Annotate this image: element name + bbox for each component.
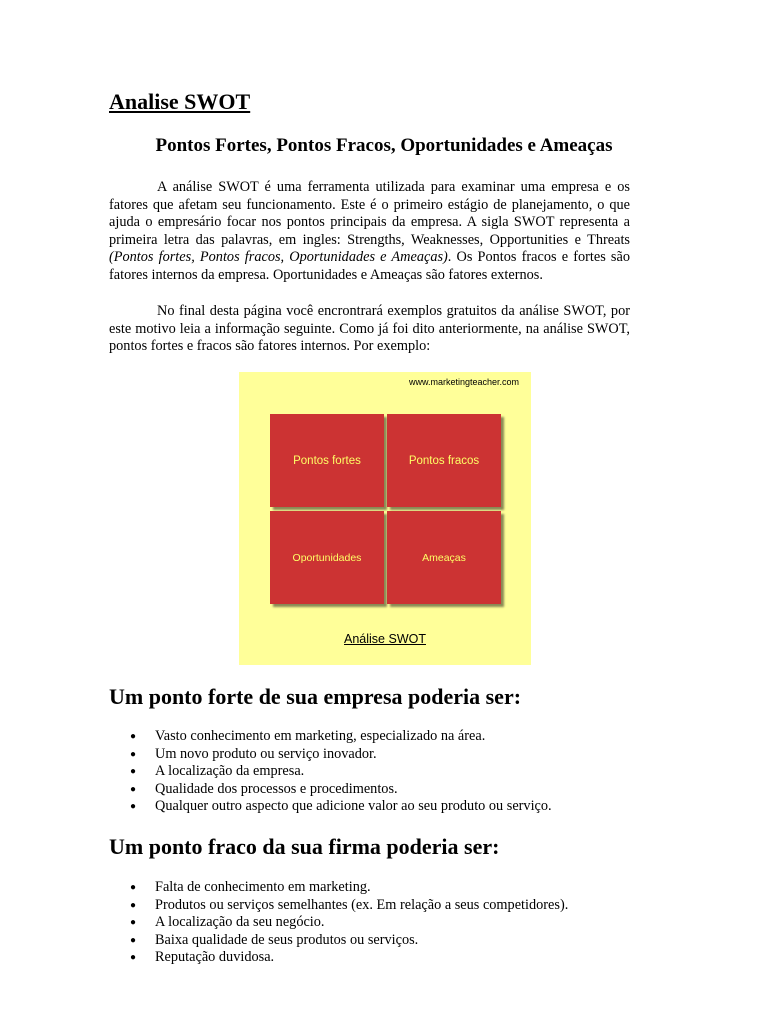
page-title: Analise SWOT	[109, 89, 251, 114]
swot-source-url: www.marketingteacher.com	[408, 377, 519, 387]
bullet-icon: ●	[130, 766, 137, 777]
list-item	[130, 949, 568, 967]
list-item-text: Qualidade dos processos e procedimentos.	[155, 780, 398, 797]
quadrant-strengths: Pontos fortes	[270, 414, 384, 507]
page-subtitle: Pontos Fortes, Pontos Fracos, Oportunidades e Ameaças	[155, 135, 613, 156]
bullet-icon: ●	[130, 801, 137, 812]
bullet-icon: ●	[130, 731, 137, 742]
list-item	[130, 879, 568, 897]
list-item-text: Qualquer outro aspecto que adicione valor ao seu produto ou serviço.	[155, 798, 552, 814]
strengths-list	[130, 728, 552, 816]
bullet-icon: ●	[130, 748, 137, 760]
list-item-text: Vasto conhecimento em marketing, especializado na área.	[155, 728, 486, 744]
examples-paragraph: No final desta página você encrontrará exemplos gratuitos da análise SWOT, por este motivo leia a informação seguinte. Como já foi dito anteriormente, na análise SWOT, pontos fortes e fracos são fatores internos. Por exemplo:	[109, 303, 630, 355]
list-item	[130, 746, 552, 764]
bullet-icon: ●	[130, 934, 137, 946]
intro-text-part1: A análise SWOT é uma ferramenta utilizada para examinar uma empresa e os fatores que afetam seu funcionamento. Este é o primeiro estágio de planejamento, o que ajuda o empresário focar nos pontos principais da empresa. A sigla SWOT representa a primeira letra das palavras, em ingles: Strengths, Weaknesses, Opportunities e Threats	[109, 179, 630, 248]
list-item	[130, 932, 568, 950]
list-item	[130, 897, 568, 915]
bullet-icon: ●	[130, 952, 137, 963]
quadrant-opportunities: Oportunidades	[270, 511, 384, 604]
intro-text-part2: . Os Pontos fracos e fortes são fatores internos da empresa. Oportunidades e Ameaças são fatores externos.	[109, 249, 630, 283]
intro-paragraph	[109, 179, 630, 285]
intro-text-italic: (Pontos fortes, Pontos fracos, Oportunidades e Ameaças)	[109, 249, 448, 266]
list-item-text: A localização da seu negócio.	[155, 914, 325, 930]
list-item-text: Falta de conhecimento em marketing.	[155, 879, 371, 895]
list-item	[130, 781, 552, 799]
list-item-text: Um novo produto ou serviço inovador.	[155, 745, 377, 762]
list-item-text: A localização da empresa.	[155, 763, 305, 779]
list-item	[130, 763, 552, 781]
quadrant-weaknesses: Pontos fracos	[387, 414, 501, 507]
list-item	[130, 914, 568, 932]
list-item-text: Baixa qualidade de seus produtos ou serviços.	[155, 931, 419, 948]
swot-diagram-image	[239, 372, 531, 665]
strengths-heading: Um ponto forte de sua empresa poderia ser:	[109, 684, 522, 709]
bullet-icon: ●	[130, 917, 137, 928]
bullet-icon: ●	[130, 882, 137, 893]
list-item	[130, 798, 552, 816]
weaknesses-heading: Um ponto fraco da sua firma poderia ser:	[109, 834, 500, 859]
bullet-icon: ●	[130, 899, 137, 911]
quadrant-threats: Ameaças	[387, 511, 501, 604]
swot-caption: Análise SWOT	[344, 632, 426, 646]
list-item-text: Produtos ou serviços semelhantes (ex. Em relação a seus competidores).	[155, 896, 569, 913]
bullet-icon: ●	[130, 783, 137, 795]
list-item-text: Reputação duvidosa.	[155, 949, 275, 965]
list-item	[130, 728, 552, 746]
weaknesses-list	[130, 879, 568, 967]
